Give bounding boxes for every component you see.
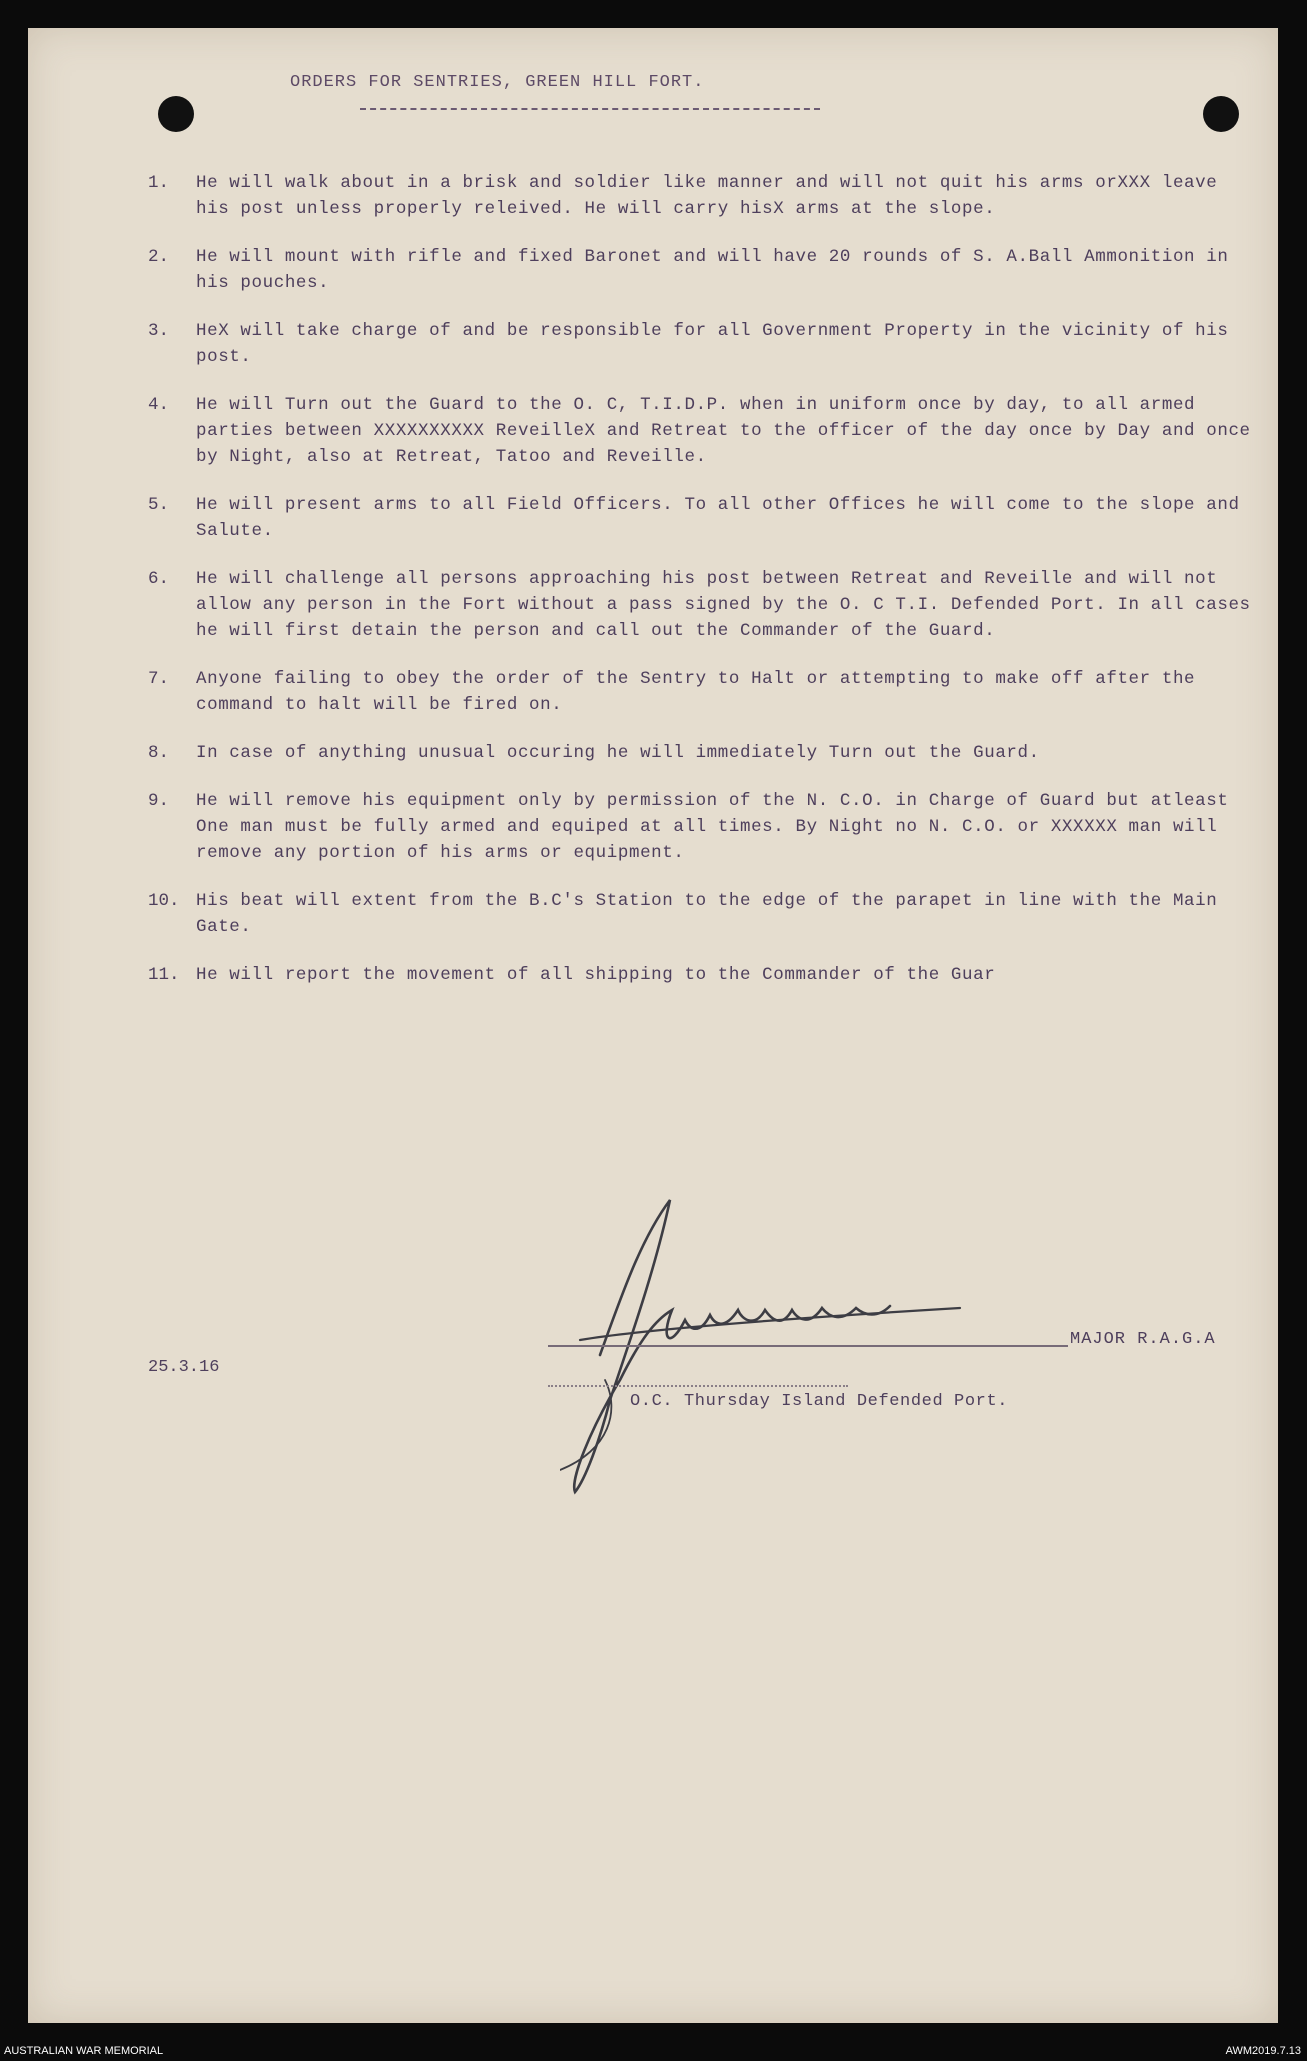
- order-item: [148, 318, 1256, 370]
- order-text: He will walk about in a brisk and soldier like manner and will not quit his arms orXXX leave his post unless properly releived. He will carry hisX arms at the slope.: [196, 173, 1218, 219]
- order-number: 3.: [148, 321, 170, 341]
- punch-hole-left: [158, 96, 194, 132]
- order-item: [148, 740, 1256, 766]
- order-item: [148, 392, 1256, 470]
- order-number: 11.: [148, 965, 180, 985]
- signature-rule: [548, 1345, 1068, 1347]
- order-number: 7.: [148, 669, 170, 689]
- title-underline: [360, 108, 820, 110]
- order-item: [148, 170, 1256, 222]
- order-number: 9.: [148, 791, 170, 811]
- order-item: [148, 492, 1256, 544]
- order-number: 8.: [148, 743, 170, 763]
- order-item: [148, 566, 1256, 644]
- document-reference-date: 25.3.16: [148, 1358, 220, 1377]
- document-title: ORDERS FOR SENTRIES, GREEN HILL FORT.: [290, 73, 705, 92]
- order-text: He will report the movement of all shipping to the Commander of the Guar: [196, 965, 996, 985]
- signature-dotted-rule: [548, 1385, 848, 1387]
- order-text: He will Turn out the Guard to the O. C, T.I.D.P. when in uniform once by day, to all armed parties between XXXXXXXXXX ReveilleX and Retreat to the officer of the day once by Day and once by Night, also at Retreat, Tatoo and Reveille.: [196, 395, 1251, 467]
- signatory-office: O.C. Thursday Island Defended Port.: [630, 1392, 1009, 1411]
- order-item: [148, 788, 1256, 866]
- order-item: [148, 888, 1256, 940]
- archive-accession-number: AWM2019.7.13: [1225, 2045, 1301, 2057]
- order-text: HeX will take charge of and be responsible for all Government Property in the vicinity of his post.: [196, 321, 1229, 367]
- order-text: He will mount with rifle and fixed Baronet and will have 20 rounds of S. A.Ball Ammonition in his pouches.: [196, 247, 1229, 293]
- order-number: 10.: [148, 891, 180, 911]
- order-text: Anyone failing to obey the order of the Sentry to Halt or attempting to make off after the command to halt will be fired on.: [196, 669, 1196, 715]
- order-text: He will remove his equipment only by permission of the N. C.O. in Charge of Guard but atleast One man must be fully armed and equiped at all times. By Night no N. C.O. or XXXXXX man will remove any portion of his arms or equipment.: [196, 791, 1229, 863]
- order-number: 5.: [148, 495, 170, 515]
- order-text: His beat will extent from the B.C's Station to the edge of the parapet in line with the Main Gate.: [196, 891, 1218, 937]
- order-number: 4.: [148, 395, 170, 415]
- order-number: 6.: [148, 569, 170, 589]
- punch-hole-right: [1203, 96, 1239, 132]
- signatory-rank: MAJOR R.A.G.A: [1070, 1330, 1216, 1349]
- order-item: [148, 244, 1256, 296]
- order-text: In case of anything unusual occuring he will immediately Turn out the Guard.: [196, 743, 1040, 763]
- order-number: 1.: [148, 173, 170, 193]
- order-item: [148, 962, 1256, 988]
- order-number: 2.: [148, 247, 170, 267]
- order-text: He will challenge all persons approaching his post between Retreat and Reveille and will not allow any person in the Fort without a pass signed by the O. C T.I. Defended Port. In all cases he will first detain the person and call out the Commander of the Guard.: [196, 569, 1251, 641]
- order-text: He will present arms to all Field Officers. To all other Offices he will come to the slope and Salute.: [196, 495, 1240, 541]
- order-item: [148, 666, 1256, 718]
- archive-credit: AUSTRALIAN WAR MEMORIAL: [4, 2045, 164, 2057]
- orders-list: [148, 170, 1256, 1010]
